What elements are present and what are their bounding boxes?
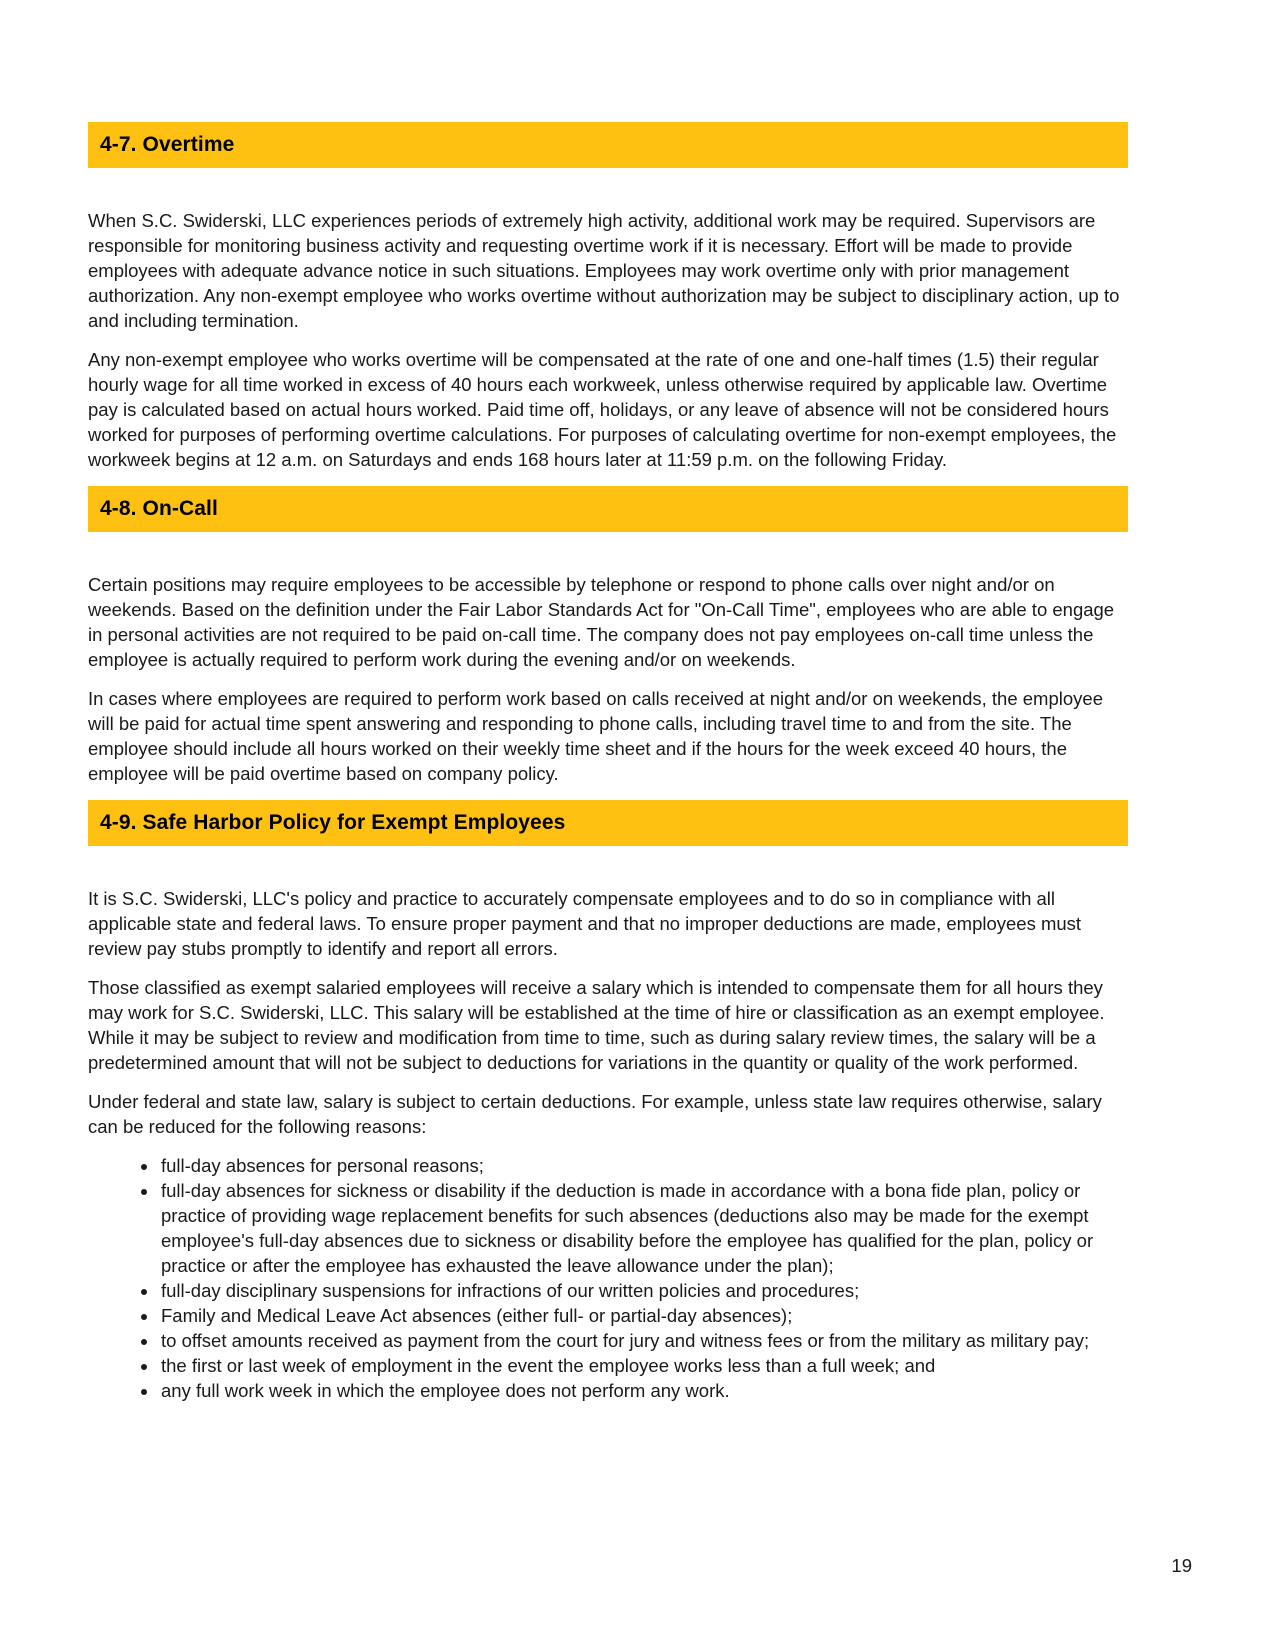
paragraph: Those classified as exempt salaried employees will receive a salary which is intended to compensate them for all hours they may work for S.C. Swiderski, LLC. This salary will be established at the time of hire or classification as an exempt employee. While it may be subject to review and modification from time to time, such as during salary review times, the salary will be a predetermined amount that will not be subject to deductions for variations in the quantity or quality of the work performed. (88, 977, 1105, 1073)
paragraph: When S.C. Swiderski, LLC experiences periods of extremely high activity, additional work may be required. Supervisors are responsible for monitoring business activity and requesting overtime work if it is necessary. Effort will be made to provide employees with adequate advance notice in such situations. Employees may work overtime only with prior management authorization. Any non-exempt employee who works overtime without authorization may be subject to disciplinary action, up to and including termination. (88, 210, 1120, 331)
list-item: • Family and Medical Leave Act absences (either full- or partial-day absences); (159, 1303, 1128, 1328)
paragraph: Certain positions may require employees to be accessible by telephone or respond to phone calls over night and/or on weekends. Based on the definition under the Fair Labor Standards Act for "On-Call Time", employees who are able to engage in personal activities are not required to be paid on-call time. The company does not pay employees on-call time unless the employee is actually required to perform work during the evening and/or on weekends. (88, 574, 1115, 670)
paragraph: Any non-exempt employee who works overtime will be compensated at the rate of one and one-half times (1.5) their regular hourly wage for all time worked in excess of 40 hours each workweek, unless otherwise required by applicable law. Overtime pay is calculated based on actual hours worked. Paid time off, holidays, or any leave of absence will not be considered hours worked for purposes of performing overtime calculations. For purposes of calculating overtime for non-exempt employees, the workweek begins at 12 a.m. on Saturdays and ends 168 hours later at 11:59 p.m. on the following Friday. (88, 349, 1117, 470)
list-item: • full-day absences for sickness or disability if the deduction is made in accordance with a bona fide plan, policy or practice of providing wage replacement benefits for such absences (deductions also may be made for the exempt employee's full-day absences due to sickness or disability before the employee has qualified for the plan, policy or practice or after the employee has exhausted the leave allowance under the plan); (159, 1178, 1128, 1278)
list-item: • any full work week in which the employee does not perform any work. (159, 1378, 1128, 1403)
list-item: • to offset amounts received as payment from the court for jury and witness fees or from the military as military pay; (159, 1328, 1128, 1353)
section-title: 4-9. Safe Harbor Policy for Exempt Employees (100, 811, 566, 834)
section-safe-harbor (88, 800, 1128, 1403)
salary-deduction-list (88, 1153, 1128, 1403)
list-item: • full-day absences for personal reasons; (159, 1153, 1128, 1178)
paragraph: Under federal and state law, salary is subject to certain deductions. For example, unless state law requires otherwise, salary can be reduced for the following reasons: (88, 1091, 1102, 1137)
section-overtime (88, 122, 1128, 472)
section-heading-bar (88, 800, 1128, 846)
section-heading-bar (88, 486, 1128, 532)
list-item: • full-day disciplinary suspensions for infractions of our written policies and procedures; (159, 1278, 1128, 1303)
page-number: 19 (1171, 1555, 1192, 1576)
paragraph: In cases where employees are required to perform work based on calls received at night and/or on weekends, the employee will be paid for actual time spent answering and responding to phone calls, including travel time to and from the site. The employee should include all hours worked on their weekly time sheet and if the hours for the week exceed 40 hours, the employee will be paid overtime based on company policy. (88, 688, 1103, 784)
section-title: 4-8. On-Call (100, 497, 218, 520)
section-title: 4-7. Overtime (100, 133, 235, 156)
section-on-call (88, 486, 1128, 786)
paragraph: It is S.C. Swiderski, LLC's policy and practice to accurately compensate employees and to do so in compliance with all applicable state and federal laws. To ensure proper payment and that no improper deductions are made, employees must review pay stubs promptly to identify and report all errors. (88, 888, 1082, 959)
section-heading-bar (88, 122, 1128, 168)
list-item: • the first or last week of employment in the event the employee works less than a full week; and (159, 1353, 1128, 1378)
